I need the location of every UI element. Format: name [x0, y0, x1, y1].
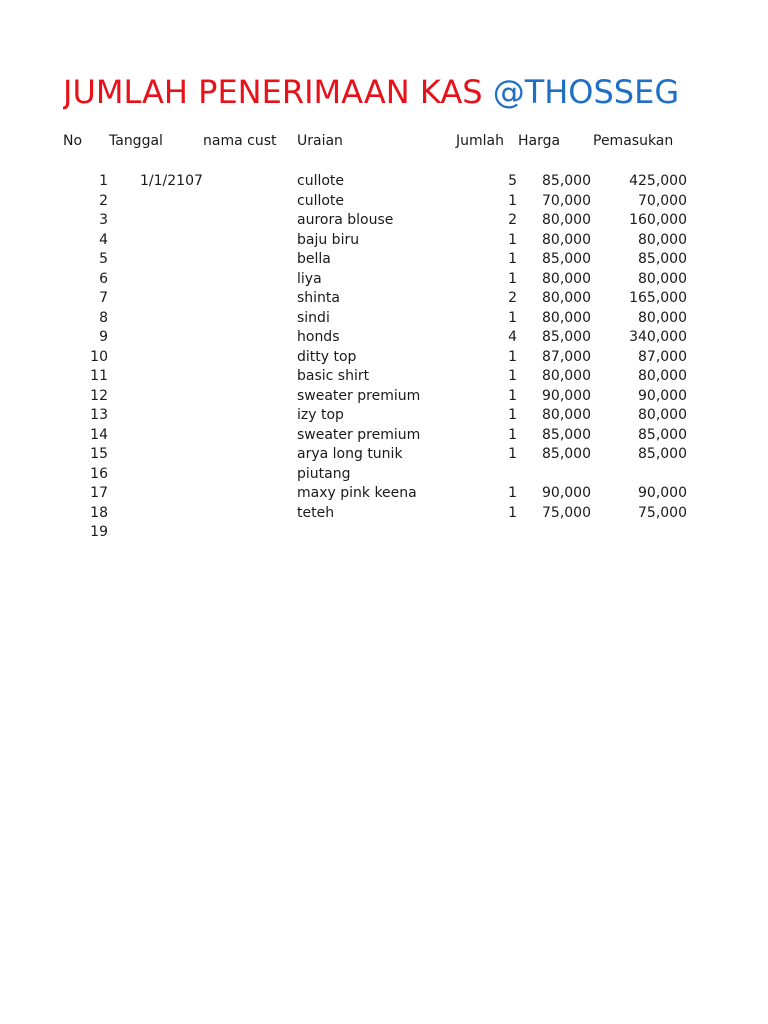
cell-no: 5	[99, 251, 108, 267]
cell-pemasukan: 160,000	[629, 212, 687, 228]
table-row	[0, 328, 768, 348]
cell-jumlah: 1	[508, 407, 517, 423]
cell-harga: 80,000	[542, 309, 591, 326]
title-handle: @THOSSEG	[492, 73, 680, 111]
cell-harga: 80,000	[542, 212, 591, 228]
cell-jumlah: 1	[508, 192, 517, 209]
cell-pemasukan: 70,000	[638, 192, 687, 209]
cell-pemasukan: 340,000	[629, 329, 687, 345]
cell-pemasukan: 80,000	[638, 368, 687, 384]
cell-pemasukan: 87,000	[638, 348, 687, 365]
table-row	[0, 211, 768, 231]
cell-jumlah: 1	[508, 309, 517, 326]
cell-pemasukan: 165,000	[629, 290, 687, 306]
cell-jumlah: 1	[508, 485, 517, 501]
cell-no: 15	[90, 446, 108, 462]
cell-pemasukan: 80,000	[638, 407, 687, 423]
cell-jumlah: 4	[508, 329, 517, 345]
table-row	[0, 289, 768, 309]
cell-jumlah: 2	[508, 290, 517, 306]
table-row	[0, 504, 768, 524]
page-title	[63, 70, 688, 114]
cell-jumlah: 5	[508, 173, 517, 189]
cell-uraian: shinta	[297, 290, 340, 306]
cell-uraian: sweater premium	[297, 426, 421, 443]
cell-harga: 87,000	[542, 348, 591, 365]
cell-pemasukan: 80,000	[638, 270, 687, 287]
cell-uraian: ditty top	[297, 348, 357, 365]
cell-uraian: arya long tunik	[297, 446, 403, 462]
cell-no: 14	[90, 426, 108, 443]
cell-jumlah: 1	[508, 368, 517, 384]
cell-uraian: liya	[297, 270, 322, 287]
cell-harga: 85,000	[542, 329, 591, 345]
table-row	[0, 309, 768, 329]
cell-jumlah: 1	[508, 270, 517, 287]
table-row	[0, 367, 768, 387]
cell-no: 2	[99, 192, 108, 209]
table-row	[0, 387, 768, 407]
table-row	[0, 250, 768, 270]
cell-jumlah: 1	[508, 348, 517, 365]
cell-jumlah: 2	[508, 212, 517, 228]
cell-no: 12	[90, 387, 108, 404]
table-row	[0, 426, 768, 446]
cell-pemasukan: 425,000	[629, 173, 687, 189]
cell-no: 9	[99, 329, 108, 345]
table-body	[0, 172, 768, 543]
cell-no: 11	[90, 368, 108, 384]
table-row	[0, 484, 768, 504]
cell-pemasukan: 75,000	[638, 504, 687, 521]
cell-pemasukan: 80,000	[638, 231, 687, 248]
title-text: JUMLAH PENERIMAAN KAS	[63, 73, 493, 111]
cell-uraian: cullote	[297, 173, 345, 189]
cell-pemasukan: 90,000	[638, 485, 687, 501]
cell-harga: 75,000	[542, 504, 591, 521]
cell-no: 18	[90, 504, 108, 521]
header-jumlah: Jumlah	[456, 133, 504, 149]
cell-no: 1	[99, 173, 108, 189]
table-row	[0, 231, 768, 251]
cell-jumlah: 1	[508, 426, 517, 443]
cell-harga: 80,000	[542, 270, 591, 287]
cell-no: 13	[90, 407, 108, 423]
header-uraian: Uraian	[297, 133, 343, 149]
cell-pemasukan: 85,000	[638, 251, 687, 267]
cell-jumlah: 1	[508, 231, 517, 248]
cell-jumlah: 1	[508, 446, 517, 462]
cell-harga: 85,000	[542, 173, 591, 189]
cell-no: 7	[99, 290, 108, 306]
cell-no: 17	[90, 485, 108, 501]
header-nama-cust: nama cust	[203, 133, 277, 149]
cell-no: 16	[90, 465, 108, 482]
cell-uraian: basic shirt	[297, 368, 370, 384]
cell-harga: 80,000	[542, 290, 591, 306]
cell-harga: 80,000	[542, 407, 591, 423]
cell-uraian: teteh	[297, 504, 335, 521]
table-row	[0, 465, 768, 485]
header-no: No	[63, 133, 83, 149]
cell-pemasukan: 85,000	[638, 426, 687, 443]
cell-pemasukan: 90,000	[638, 387, 687, 404]
cell-harga: 80,000	[542, 368, 591, 384]
cell-tanggal: 1/1/2107	[140, 173, 203, 189]
header-tanggal: Tanggal	[109, 133, 163, 149]
cell-no: 19	[90, 524, 108, 540]
header-pemasukan: Pemasukan	[593, 133, 674, 149]
table-row	[0, 523, 768, 543]
table-row	[0, 445, 768, 465]
cell-pemasukan: 85,000	[638, 446, 687, 462]
table-header	[0, 133, 768, 153]
header-harga: Harga	[518, 133, 561, 149]
cell-uraian: bella	[297, 251, 331, 267]
cell-uraian: aurora blouse	[297, 212, 394, 228]
cell-jumlah: 1	[508, 504, 517, 521]
cell-no: 3	[99, 212, 108, 228]
cell-no: 10	[90, 348, 108, 365]
cell-harga: 85,000	[542, 426, 591, 443]
cell-pemasukan: 80,000	[638, 309, 687, 326]
cell-harga: 85,000	[542, 446, 591, 462]
table-row	[0, 192, 768, 212]
cell-harga: 90,000	[542, 387, 591, 404]
cell-harga: 85,000	[542, 251, 591, 267]
cell-no: 8	[99, 309, 108, 326]
cell-uraian: cullote	[297, 192, 345, 209]
table-row	[0, 406, 768, 426]
cell-uraian: piutang	[297, 465, 351, 482]
cell-no: 6	[99, 270, 108, 287]
cell-uraian: sweater premium	[297, 387, 421, 404]
table-row	[0, 270, 768, 290]
cell-uraian: maxy pink keena	[297, 485, 417, 501]
cell-jumlah: 1	[508, 251, 517, 267]
table-row	[0, 172, 768, 192]
cell-harga: 80,000	[542, 231, 591, 248]
cell-uraian: baju biru	[297, 231, 360, 248]
cell-uraian: sindi	[297, 309, 330, 326]
cell-uraian: honds	[297, 329, 340, 345]
cell-no: 4	[99, 231, 108, 248]
cell-harga: 70,000	[542, 192, 591, 209]
table-row	[0, 348, 768, 368]
cell-uraian: izy top	[297, 407, 344, 423]
cell-harga: 90,000	[542, 485, 591, 501]
cell-jumlah: 1	[508, 387, 517, 404]
